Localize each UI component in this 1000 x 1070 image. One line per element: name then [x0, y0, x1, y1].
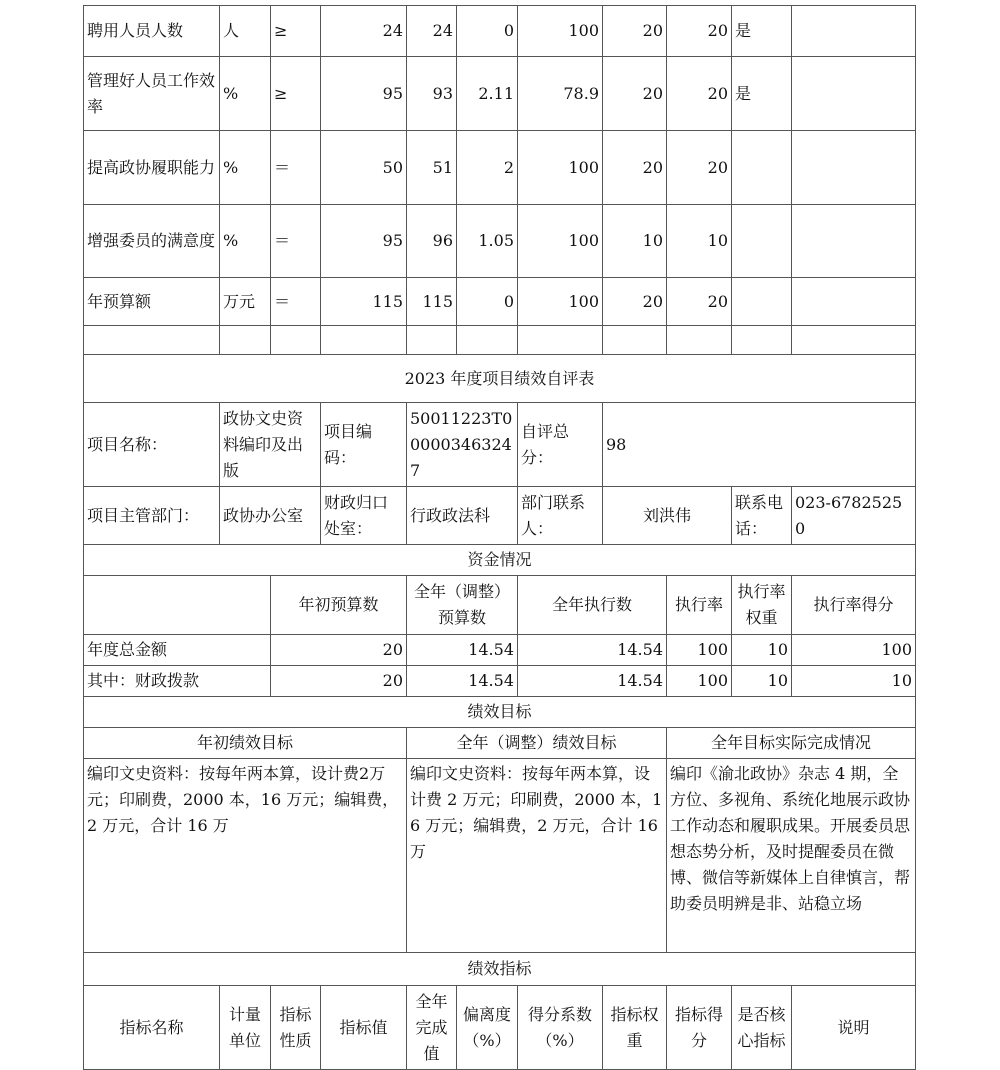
indicator-deviation: 0 — [457, 6, 518, 57]
indicators-section-title: 绩效指标 — [84, 953, 916, 986]
indicator-name: 聘用人员人数 — [84, 6, 220, 57]
funds-row-label: 年度总金额 — [84, 635, 271, 666]
phone-label: 联系电话： — [732, 487, 792, 545]
indicator-done: 96 — [407, 205, 457, 278]
form-title: 2023 年度项目绩效自评表 — [84, 355, 916, 403]
indicator-coef: 100 — [518, 131, 603, 205]
indicator-coef: 100 — [518, 6, 603, 57]
funds-header-executed: 全年执行数 — [518, 576, 667, 635]
dept-label: 项目主管部门： — [84, 487, 220, 545]
header-done: 全年完成值 — [407, 986, 457, 1070]
header-nature: 指标性质 — [271, 986, 321, 1070]
indicator-core: 是 — [732, 57, 792, 131]
funds-weight: 10 — [732, 635, 792, 666]
contact-label: 部门联系人： — [518, 487, 603, 545]
indicator-unit: 人 — [220, 6, 271, 57]
funds-initial: 20 — [271, 635, 407, 666]
indicator-core — [732, 205, 792, 278]
contact-value: 刘洪伟 — [603, 487, 732, 545]
indicators-header-row — [84, 986, 916, 1070]
indicator-nature: ＝ — [271, 205, 321, 278]
goal-actual-text: 编印《渝北政协》杂志 4 期，全方位、多视角、系统化地展示政协工作动态和履职成果。开展委员思想态势分析，及时提醒委员在微博、微信等新媒体上自律慎言，帮助委员明辨是非、站稳立场 — [667, 759, 916, 953]
indicator-weight: 20 — [603, 6, 667, 57]
indicator-done: 115 — [407, 278, 457, 326]
indicator-unit: 万元 — [220, 278, 271, 326]
funds-adjusted: 14.54 — [407, 666, 518, 697]
funds-header-score: 执行率得分 — [792, 576, 916, 635]
indicator-done: 93 — [407, 57, 457, 131]
indicator-core: 是 — [732, 6, 792, 57]
indicator-deviation: 2.11 — [457, 57, 518, 131]
indicator-deviation: 0 — [457, 278, 518, 326]
funds-header-adjusted: 全年（调整）预算数 — [407, 576, 518, 635]
goal-initial-text: 编印文史资料：按每年两本算，设计费2万元；印刷费，2000 本，16 万元；编辑费，2 万元，合计 16 万 — [84, 759, 407, 953]
header-core: 是否核心指标 — [732, 986, 792, 1070]
indicator-score: 20 — [667, 57, 732, 131]
indicator-unit: % — [220, 57, 271, 131]
indicator-note — [792, 57, 916, 131]
funds-header-rate: 执行率 — [667, 576, 732, 635]
goal-initial-header: 年初绩效目标 — [84, 728, 407, 759]
funds-header-initial: 年初预算数 — [271, 576, 407, 635]
header-value: 指标值 — [321, 986, 407, 1070]
dept-value: 政协办公室 — [220, 487, 321, 545]
project-name-label: 项目名称： — [84, 403, 220, 487]
funds-score: 10 — [792, 666, 916, 697]
indicator-score: 20 — [667, 131, 732, 205]
goals-header-row — [84, 728, 916, 759]
goals-content-row — [84, 759, 916, 953]
funds-header-weight: 执行率权重 — [732, 576, 792, 635]
header-unit: 计量单位 — [220, 986, 271, 1070]
funds-row — [84, 635, 916, 666]
indicator-core — [732, 131, 792, 205]
indicator-value: 24 — [321, 6, 407, 57]
indicator-core — [732, 278, 792, 326]
indicator-deviation: 2 — [457, 131, 518, 205]
funds-adjusted: 14.54 — [407, 635, 518, 666]
finance-office-label: 财政归口处室： — [321, 487, 407, 545]
funds-row — [84, 666, 916, 697]
finance-office-value: 行政政法科 — [407, 487, 518, 545]
project-name-value: 政协文史资料编印及出版 — [220, 403, 321, 487]
indicator-weight: 20 — [603, 131, 667, 205]
indicator-nature: ＝ — [271, 131, 321, 205]
indicator-note — [792, 6, 916, 57]
indicator-value: 95 — [321, 57, 407, 131]
funds-initial: 20 — [271, 666, 407, 697]
indicator-score: 20 — [667, 6, 732, 57]
indicator-score: 20 — [667, 278, 732, 326]
project-code-value: 50011223T000003463247 — [407, 403, 518, 487]
indicator-coef: 78.9 — [518, 57, 603, 131]
indicator-name: 管理好人员工作效率 — [84, 57, 220, 131]
goal-actual-header: 全年目标实际完成情况 — [667, 728, 916, 759]
funds-executed: 14.54 — [518, 635, 667, 666]
indicator-name: 提高政协履职能力 — [84, 131, 220, 205]
header-deviation: 偏离度（%） — [457, 986, 518, 1070]
indicator-row — [84, 131, 916, 205]
indicator-note — [792, 131, 916, 205]
indicator-note — [792, 205, 916, 278]
goal-adjusted-header: 全年（调整）绩效目标 — [407, 728, 667, 759]
indicator-nature: ≥ — [271, 6, 321, 57]
indicator-unit: % — [220, 131, 271, 205]
indicator-name: 年预算额 — [84, 278, 220, 326]
indicator-value: 50 — [321, 131, 407, 205]
phone-value: 023-67825250 — [792, 487, 916, 545]
indicator-coef: 100 — [518, 205, 603, 278]
indicator-score: 10 — [667, 205, 732, 278]
project-info-row — [84, 403, 916, 487]
funds-section-title: 资金情况 — [84, 545, 916, 576]
header-note: 说明 — [792, 986, 916, 1070]
indicator-row — [84, 6, 916, 57]
header-score: 指标得分 — [667, 986, 732, 1070]
self-eval-total-value: 98 — [603, 403, 916, 487]
header-weight: 指标权重 — [603, 986, 667, 1070]
goals-section-title: 绩效目标 — [84, 697, 916, 728]
indicator-row — [84, 278, 916, 326]
indicator-nature: ≥ — [271, 57, 321, 131]
indicator-weight: 10 — [603, 205, 667, 278]
funds-score: 100 — [792, 635, 916, 666]
funds-header-blank — [84, 576, 271, 635]
funds-row-label: 其中：财政拨款 — [84, 666, 271, 697]
indicator-nature: ＝ — [271, 278, 321, 326]
indicator-name: 增强委员的满意度 — [84, 205, 220, 278]
performance-form — [83, 5, 916, 1070]
indicator-weight: 20 — [603, 57, 667, 131]
funds-header-row — [84, 576, 916, 635]
indicator-done: 51 — [407, 131, 457, 205]
indicator-deviation: 1.05 — [457, 205, 518, 278]
indicator-value: 95 — [321, 205, 407, 278]
indicator-row — [84, 57, 916, 131]
indicator-unit: % — [220, 205, 271, 278]
header-coef: 得分系数（%） — [518, 986, 603, 1070]
funds-rate: 100 — [667, 666, 732, 697]
funds-rate: 100 — [667, 635, 732, 666]
indicator-note — [792, 278, 916, 326]
funds-executed: 14.54 — [518, 666, 667, 697]
department-row — [84, 487, 916, 545]
indicator-row — [84, 205, 916, 278]
goal-adjusted-text: 编印文史资料：按每年两本算，设计费 2 万元；印刷费，2000 本，16 万元；编辑费，2 万元，合计 16 万 — [407, 759, 667, 953]
header-indicator-name: 指标名称 — [84, 986, 220, 1070]
indicator-coef: 100 — [518, 278, 603, 326]
indicator-value: 115 — [321, 278, 407, 326]
indicator-weight: 20 — [603, 278, 667, 326]
indicator-done: 24 — [407, 6, 457, 57]
project-code-label: 项目编码： — [321, 403, 407, 487]
self-eval-total-label: 自评总分： — [518, 403, 603, 487]
funds-weight: 10 — [732, 666, 792, 697]
empty-row — [84, 326, 916, 355]
